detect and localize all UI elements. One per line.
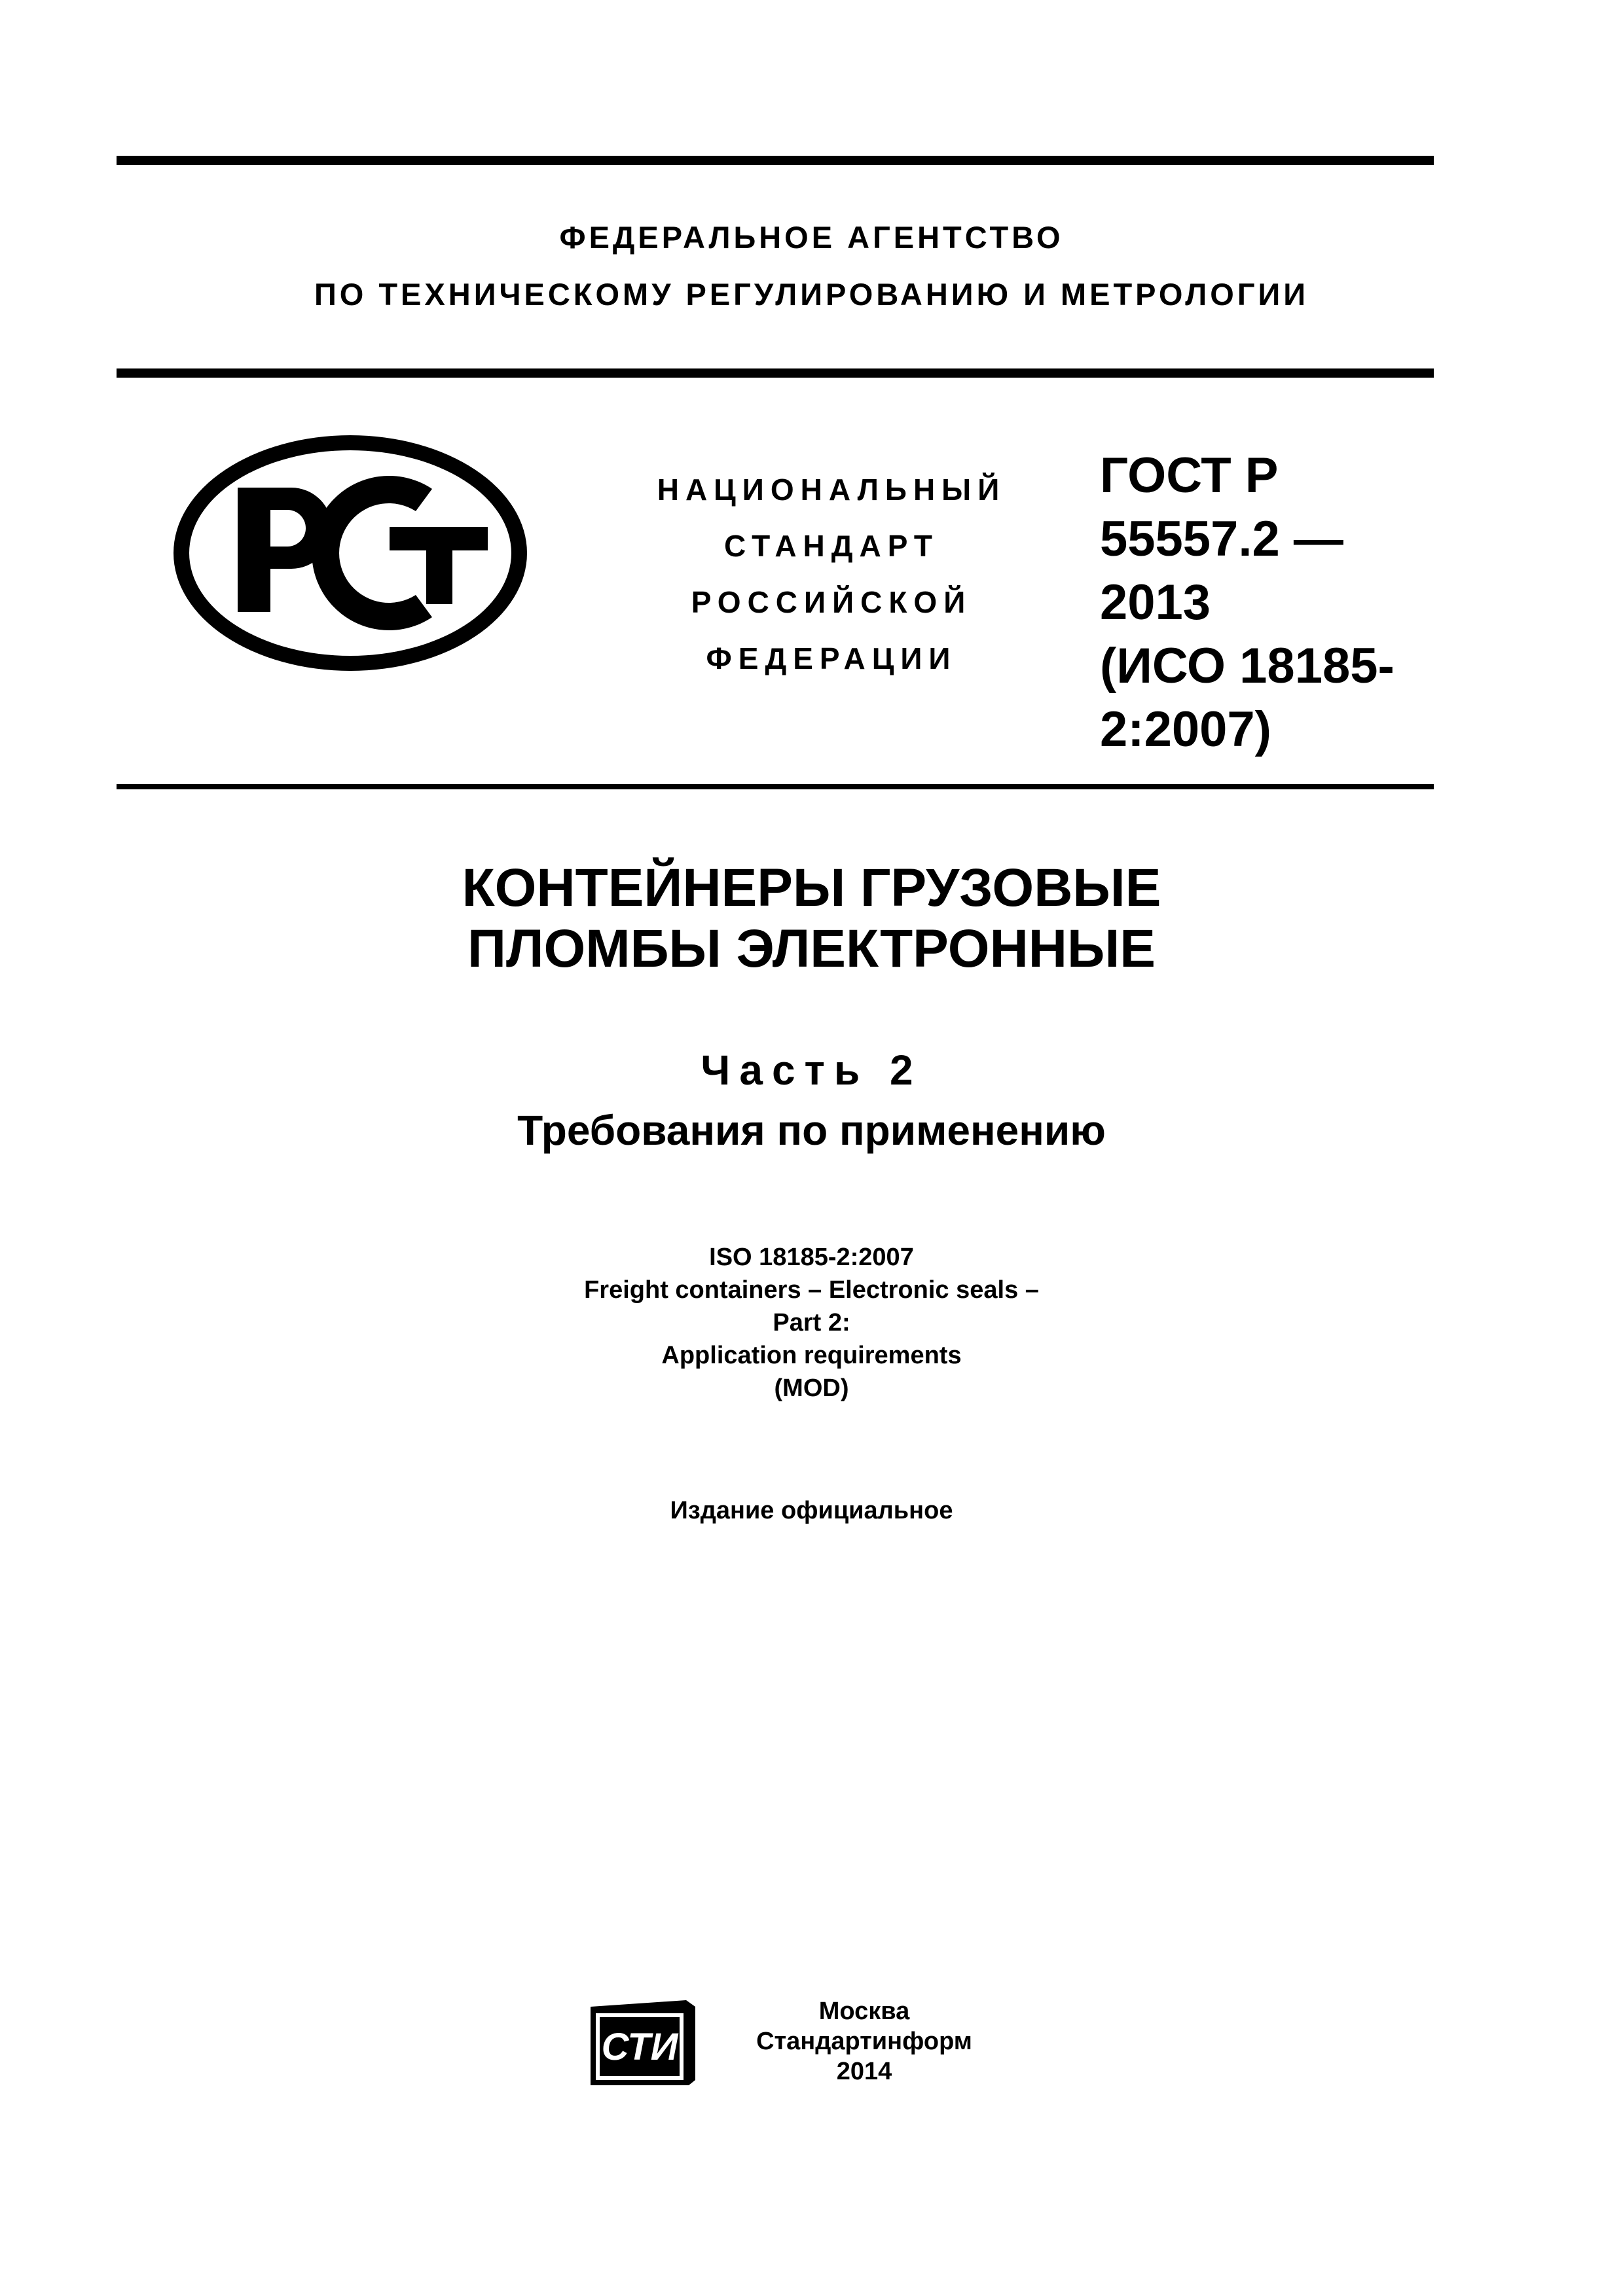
standard-number-line: 55557.2 —: [1100, 511, 1343, 567]
iso-reference-line: Application requirements: [661, 1342, 962, 1369]
publisher-city: Москва: [818, 1998, 910, 2025]
svg-text:СТИ: СТИ: [601, 2026, 678, 2068]
standard-number-line: (ИСО 18185-: [1100, 638, 1395, 694]
iso-reference-line: (MOD): [774, 1374, 849, 1402]
standard-number-line: ГОСТ Р: [1100, 448, 1279, 503]
publisher-name: Стандартинформ: [756, 2028, 972, 2055]
national-standard-label: [583, 461, 1080, 687]
standard-number-line: 2013: [1100, 575, 1211, 630]
national-line: РОССИЙСКОЙ: [691, 585, 972, 619]
edition-label: Издание официальное: [670, 1497, 953, 1524]
gost-r-conformity-mark-icon: [167, 429, 534, 677]
standard-number: [1100, 444, 1427, 761]
national-line: ФЕДЕРАЦИИ: [706, 641, 957, 675]
agency-line-1: ФЕДЕРАЛЬНОЕ АГЕНТСТВО: [559, 220, 1064, 255]
iso-reference-line: Freight containers – Electronic seals –: [584, 1276, 1039, 1304]
standartinform-logo-icon: [588, 1998, 698, 2088]
iso-reference-line: ISO 18185-2:2007: [709, 1244, 914, 1271]
document-title-line-1: КОНТЕЙНЕРЫ ГРУЗОВЫЕ: [462, 858, 1161, 918]
title-rule: [117, 784, 1434, 789]
iso-reference-line: Part 2:: [773, 1309, 850, 1336]
national-line: СТАНДАРТ: [724, 529, 939, 563]
national-line: НАЦИОНАЛЬНЫЙ: [657, 473, 1006, 507]
part-label: Часть 2: [701, 1047, 922, 1094]
standard-number-line: 2:2007): [1100, 702, 1271, 757]
document-title-line-2: ПЛОМБЫ ЭЛЕКТРОННЫЕ: [467, 919, 1156, 978]
header-rule: [117, 368, 1434, 378]
agency-line-2: ПО ТЕХНИЧЕСКОМУ РЕГУЛИРОВАНИЮ И МЕТРОЛОГИИ: [314, 277, 1309, 312]
publisher-year: 2014: [836, 2058, 892, 2085]
publisher-info: [707, 1996, 1021, 2087]
top-rule: [117, 156, 1434, 165]
part-title: Требования по применению: [517, 1107, 1106, 1154]
